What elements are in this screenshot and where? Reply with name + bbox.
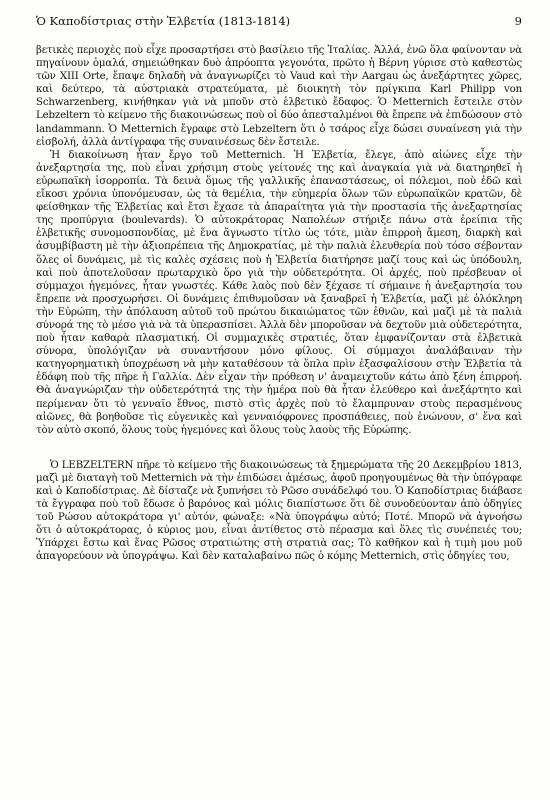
section-break <box>36 437 522 459</box>
running-title: Ὁ Καποδίστριας στὴν Ἑλβετία (1813-1814) <box>36 14 291 28</box>
running-header <box>36 14 522 36</box>
paragraph-2: Ἡ διακοίνωση ἦταν ἔργο τοῦ Metternich. Ἡ Ἑλβετία, ἔλεγε, ἀπὸ αἰώνες εἶχε τὴν ἀνεξαρτησία της, ποὺ εἶναι χρήσιμη στοὺς γείτονές της καὶ ἀναγκαία γιὰ νὰ διατηρηθεῖ ἡ εὐρωπαϊκὴ ἰσορροπία. Τὰ δεινὰ ὅμως τῆς γαλλικῆς ἐπαναστάσεως, οἱ πόλεμοι, ποὺ ἐδῶ καὶ εἴκοσι χρόνια ὑπονόμευσαν, ὡς τὰ θεμέλια, τὴν εὐημερία ὅλων τῶν εὐρωπαϊκῶν κρατῶν, δὲ φείσθηκαν τῆς Ἑλβετίας καὶ ἔτσι ἔχασε τὰ ἀπαραίτητα γιὰ τὴν προστασία τῆς ἀνεξαρτησίας της προπύργια (boulevards). Ὁ αὐτοκράτορας Ναπολέων στήριξε πάνω στὰ ἐρείπια τῆς ἑλβετικῆς συνομοσπονδίας, μὲ ἕνα ἄγνωστο τίτλο ὡς τότε, μιὰν ἐπιρροὴ ἄμεση, διαρκὴ καὶ ἀσυμβίβαστη μὲ τὴν ἀξιοπρέπεια τῆς Δημοκρατίας, μὲ τὴν παλιὰ ἐλευθερία ποὺ τόσο σέβονταν ὅλες οἱ δυνάμεις, μὲ τὶς καλὲς σχέσεις ποὺ ἡ Ἑλβετία διατήρησε μαζί τους καὶ ὡς ὑπόδουλη, καὶ ποὺ ἀποτελοῦσαν πρωταρχικὸ ὅρο γιὰ τὴν οὐδετερότητα. Οἱ ἀρχές, ποὺ πρέσβευαν οἱ σύμμαχοι ἡγεμόνες, ἦταν γνωστές. Κάθε λαὸς ποὺ δὲν ξέχασε τί σήμαινε ἡ ἀνεξαρτησία του ἔπρεπε νὰ προσχωρήσει. Οἱ δυνάμεις ἐπιθυμοῦσαν νὰ ξαναβρεῖ ἡ Ἑλβετία, μαζὶ μὲ ὁλόκληρη τὴν Εὐρώπη, τὴν ἀπόλαυση αὐτοῦ τοῦ πρώτου δικαιώματος τῶν ἐθνῶν, καὶ μαζὶ μὲ τὰ παλιὰ σύνορά της τὸ μέσο γιὰ νὰ τὰ ὑπερασπίσει. Ἀλλὰ δὲν μποροῦσαν νὰ δεχτοῦν μιὰ οὐδετερότητα, ποὺ ἦταν καθαρὰ πλασματική. Οἱ συμμαχικὲς στρατιές, ὅταν ἐμφανίζονταν στὰ ἑλβετικὰ σύνορα, ὑπολόγιζαν νὰ συναντήσουν μόνο φίλους. Οἱ σύμμαχοι ἀναλάβαιναν τὴν κατηγορηματικὴ ὑποχρέωση νὰ μὴν καταθέσουν τὰ ὅπλα πρὶν ἐξασφαλίσουν στὴν Ἑλβετία τὰ ἐδάφη ποὺ τῆς πῆρε ἡ Γαλλία. Δὲν εἶχαν τὴν πρόθεση ν' ἀναμειχτοῦν κάτω ἀπὸ ξένη ἐπιρροή. Θὰ ἀναγνώριζαν τὴν οὐδετερότητά της τὴν ἡμέρα ποὺ θὰ ἦταν ἐλεύθερο καὶ ἀνεξάρτητο καὶ περίμεναν ὅτι τὸ γενναῖο ἔθνος, πιστὸ στὶς ἀρχὲς ποὺ τὸ ἔλαμπρυναν στοὺς περασμένους αἰῶνες, θὰ βοηθοῦσε τὶς εὐγενικὲς καὶ γενναιόφρονες προσπάθειες, ποὺ ἑνώνουν, σ' ἕνα καὶ τὸν αὐτὸ σκοπό, ὅλους τοὺς ἡγεμόνες καὶ ὅλους τοὺς λαοὺς τῆς Εὐρώπης. <box>36 149 522 436</box>
page <box>36 14 522 564</box>
paragraph-3: Ὁ LEBZELTERN πῆρε τὸ κείμενο τῆς διακοινώσεως τὰ ξημερώματα τῆς 20 Δεκεμβρίου 1813, μαζὶ μὲ διαταγὴ τοῦ Metternich νὰ τὴν ἐπιδώσει ἀμέσως, ἀφοῦ προηγουμένως θὰ τὴν ὑπόγραφε καὶ ὁ Καποδίστριας. Δὲ δίσταζε νὰ ξυπνήσει τὸ Ρῶσο συνάδελφό του. Ὁ Καποδίστριας διάβασε τὰ ἔγγραφα ποὺ τοῦ ἔδωσε ὁ βαρόνος καὶ μόλις διαπίστωσε ὅτι δὲ συνοδεύονταν ἀπὸ ὁδηγίες τοῦ Ρώσου αὐτοκράτορα γι' αὐτόν, φώναξε: «Νὰ ὑπογράψω αὐτό; Ποτέ. Μπορῶ νὰ ἀγνοήσω ὅτι ὁ αὐτοκράτορας, ὁ κύριος μου, εἶναι ἀντίθετος στὸ πέρασμα καὶ ὅλες τὶς συνέπειές του; Ὑπάρχει ἔστω καὶ ἕνας Ρῶσος στρατιώτης στὴ στρατιὰ σας; Τὸ καθῆκον καὶ ἡ τιμὴ μου μοῦ ἀπαγορεύουν νὰ ὑπογράψω. Καὶ δὲν καταλαβαίνω πῶς ὁ κόμης Metternich, στὶς ὁδηγίες του, <box>36 459 522 563</box>
paragraph-1: βετικὲς περιοχὲς ποὺ εἶχε προσαρτήσει στὸ βασίλειο τῆς Ἰταλίας. Ἀλλά, ἐνῶ ὅλα φαίνονταν νὰ πηγαίνουν ὁμαλά, σημειώθηκαν δυὸ ἀπρόοπτα γεγονότα, πρῶτο ἡ Βέρνη γύρισε στὸ καθεστὼς τῶν XIII Orte, ἔπαψε δηλαδὴ νὰ ἀναγνωρίζει τὸ Vaud καὶ τὴν Aargau ὡς ἀνεξάρτητες χῶρες, καὶ δεύτερο, τὰ αὐστριακὰ στρατεύματα, μὲ διοικητὴ τὸν πρίγκιπα Karl Philipp von Schwarzenberg, κινήθηκαν γιὰ νὰ μποῦν στὸ ἑλβετικὸ ἔδαφος. Ὁ Metternich ἔστειλε στὸν Lebzeltern τὸ κείμενο τῆς διακοινώσεως ποὺ οἱ δύο ἀπεσταλμένοι θὰ ἔπρεπε νὰ ἐπιδώσουν στὸ landammann. Ὁ Metternich ἔγραφε στὸ Lebzeltern ὅτι ὁ τσάρος εἶχε δώσει συναίνεση γιὰ τὴν εἰσβολή, ἀλλὰ ἀντίγραφα τῆς συναινέσεως δὲν ἔστειλε. <box>36 45 522 148</box>
body-text <box>36 44 522 564</box>
page-number: 9 <box>514 14 522 28</box>
